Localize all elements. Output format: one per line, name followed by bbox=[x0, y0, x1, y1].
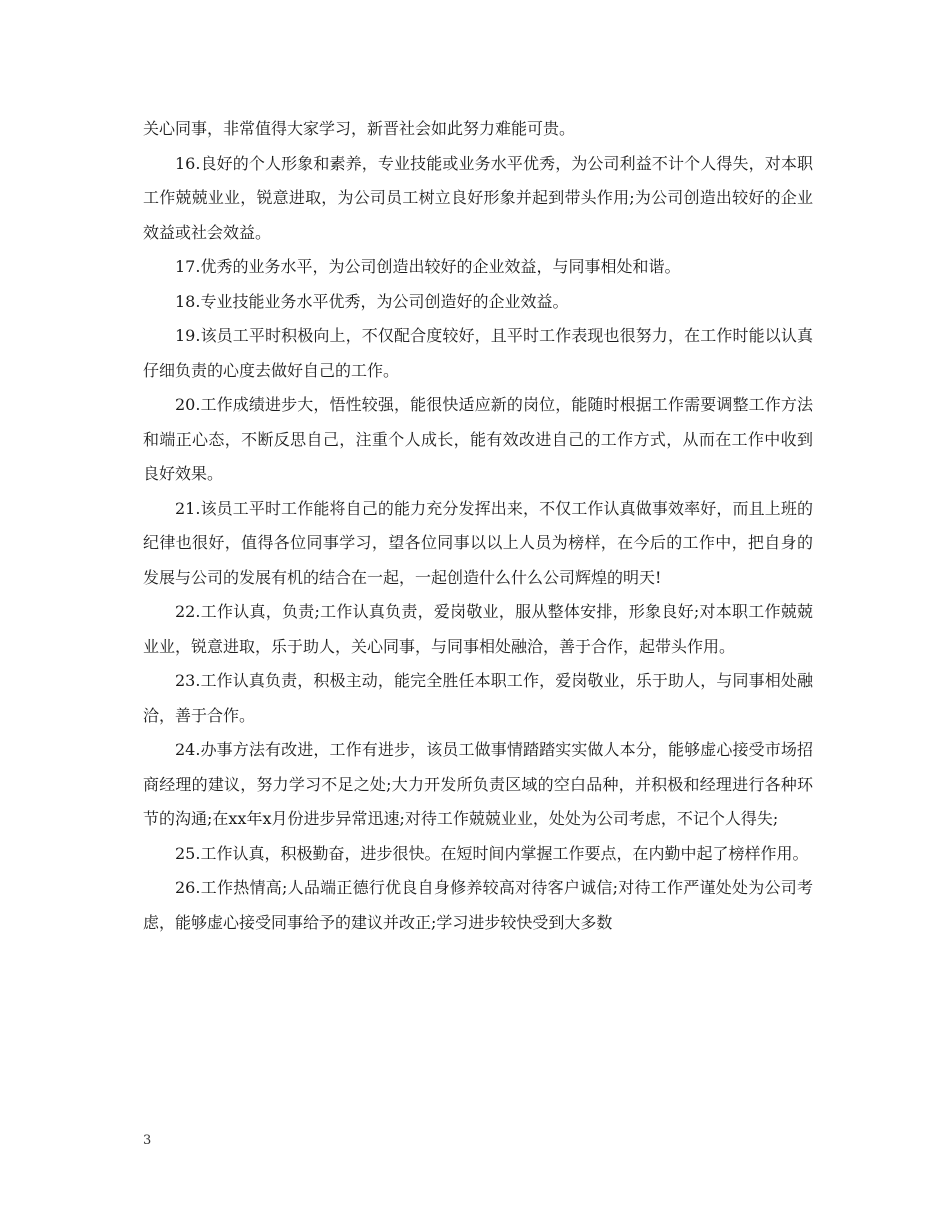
paragraph-16: 16.良好的个人形象和素养，专业技能或业务水平优秀，为公司利益不计个人得失，对本职工作兢兢业业，锐意进取，为公司员工树立良好形象并起到带头作用;为公司创造出较好的企业效益或社会效益。 bbox=[143, 153, 813, 242]
paragraph-22: 22.工作认真，负责;工作认真负责，爱岗敬业，服从整体安排，形象良好;对本职工作兢兢业业，锐意进取，乐于助人，关心同事，与同事相处融洽，善于合作，起带头作用。 bbox=[143, 602, 813, 656]
paragraph-19: 19.该员工平时积极向上，不仅配合度较好，且平时工作表现也很努力，在工作时能以认真仔细负责的心度去做好自己的工作。 bbox=[143, 326, 813, 380]
paragraph-20: 20.工作成绩进步大，悟性较强，能很快适应新的岗位，能随时根据工作需要调整工作方法和端正心态，不断反思自己，注重个人成长，能有效改进自己的工作方式，从而在工作中收到良好效果。 bbox=[143, 395, 813, 483]
page-number: 3 bbox=[143, 1133, 152, 1148]
paragraph-18: 18.专业技能业务水平优秀，为公司创造好的企业效益。 bbox=[175, 291, 569, 311]
paragraph-15-continuation: 关心同事，非常值得大家学习，新晋社会如此努力难能可贵。 bbox=[143, 119, 576, 138]
paragraph-26: 26.工作热情高;人品端正德行优良自身修养较高对待客户诚信;对待工作严谨处处为公司考虑，能够虚心接受同事给予的建议并改正;学习进步较快受到大多数 bbox=[143, 878, 813, 932]
paragraph-23: 23.工作认真负责，积极主动，能完全胜任本职工作，爱岗敬业，乐于助人，与同事相处融洽，善于合作。 bbox=[143, 671, 813, 725]
paragraph-24: 24.办事方法有改进，工作有进步，该员工做事情踏踏实实做人本分，能够虚心接受市场招商经理的建议，努力学习不足之处;大力开发所负责区域的空白品种，并积极和经理进行各种环节的沟通;在xx年x月份进步异常迅速;对待工作兢兢业业，处处为公司考虑，不记个人得失; bbox=[143, 740, 813, 828]
paragraph-25: 25.工作认真，积极勤奋，进步很快。在短时间内掌握工作要点，在内勤中起了榜样作用。 bbox=[175, 843, 809, 863]
paragraph-21: 21.该员工平时工作能将自己的能力充分发挥出来，不仅工作认真做事效率好，而且上班的纪律也很好，值得各位同事学习，望各位同事以以上人员为榜样，在今后的工作中，把自身的发展与公司的发展有机的结合在一起，一起创造什么什么公司辉煌的明天! bbox=[143, 498, 813, 587]
paragraph-17: 17.优秀的业务水平，为公司创造出较好的企业效益，与同事相处和谐。 bbox=[175, 257, 681, 276]
document-body bbox=[143, 112, 813, 940]
